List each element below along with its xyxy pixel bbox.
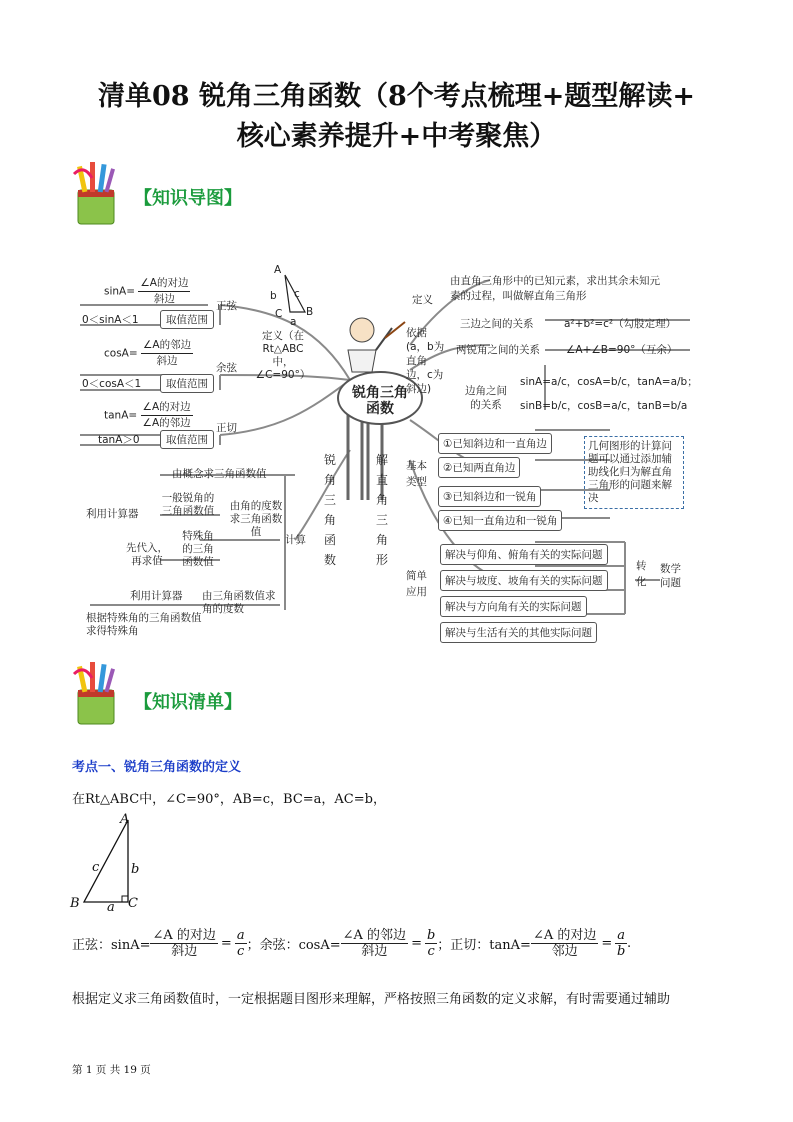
mindmap bbox=[80, 250, 700, 645]
mm-calc-item2b-tool: 先代入，再求值 bbox=[126, 542, 168, 567]
fig-label-A: A bbox=[120, 812, 130, 827]
kp1-paragraph: 根据定义求三角函数值时，一定根据题目图形来理解，严格按照三角函数的定义求解，有时需要通过辅助 bbox=[72, 992, 671, 1007]
mm-sin-range-tag: 取值范围 bbox=[160, 310, 214, 329]
mm-app-4: 解决与生活有关的其他实际问题 bbox=[440, 622, 597, 643]
mm-calc-item3a: 利用计算器 bbox=[130, 590, 183, 602]
mm-branch-left: 锐角三角函数 bbox=[324, 453, 337, 567]
pencil-cup-icon bbox=[72, 160, 128, 230]
mm-tangent-label: 正切 bbox=[216, 422, 237, 434]
page-title-line2: 核心素养提升+中考聚焦） bbox=[236, 121, 557, 152]
mm-rel3-line1: sinA=a/c，cosA=b/c，tanA=a/b； bbox=[520, 376, 698, 388]
mm-cos-range-tag: 取值范围 bbox=[160, 374, 214, 393]
mm-rel3-label: 边角之间的关系 bbox=[465, 385, 507, 411]
mm-right-def-label: 定义 bbox=[412, 294, 433, 306]
mm-calc-item2a-tool: 利用计算器 bbox=[86, 508, 139, 520]
mm-calc-item3b: 根据特殊角的三角函数值求得特殊角 bbox=[86, 612, 202, 637]
fig-label-C: C bbox=[128, 896, 138, 911]
mm-center: 锐角三角函数 bbox=[352, 385, 408, 417]
mm-calc-item2-label: 由角的度数求三角函数值 bbox=[229, 500, 283, 538]
mm-convert: 转化 bbox=[636, 560, 647, 588]
mm-math-problem: 数学问题 bbox=[660, 563, 681, 589]
section-heading-mindmap: 【知识导图】 bbox=[134, 188, 242, 209]
mm-calc-item2b: 特殊角的三角函数值 bbox=[182, 530, 214, 568]
mm-rel3-line2: sinB=b/c，cosB=a/c，tanB=b/a bbox=[520, 400, 688, 412]
mm-branch-right: 解直角三角形 bbox=[376, 453, 389, 567]
mm-tan-range-tag: 取值范围 bbox=[160, 430, 214, 449]
mm-tri-A: A bbox=[274, 264, 282, 276]
mm-calc-label: 计算 bbox=[285, 534, 306, 546]
mm-app-1: 解决与仰角、俯角有关的实际问题 bbox=[440, 544, 608, 565]
mm-tri-a: a bbox=[290, 316, 297, 328]
mm-types-label: 基本类型 bbox=[406, 460, 427, 488]
mm-tan-formula: tanA= $\frac{\text{∠A的对边}}{\text{∠A的邻边}}$ bbox=[104, 401, 191, 429]
mm-rel2: ∠A+∠B=90°（互余） bbox=[566, 344, 678, 356]
mm-app-2: 解决与坡度、坡角有关的实际问题 bbox=[440, 570, 608, 591]
mm-type-4: ④已知一直角边和一锐角 bbox=[438, 510, 562, 531]
kp1-title: 考点一、锐角三角函数的定义 bbox=[72, 760, 242, 775]
mm-calc-item2a: 一般锐角的三角函数值 bbox=[161, 492, 215, 517]
mm-right-def-text: 由直角三角形中的已知元素，求出其余未知元素的过程，叫做解直角三角形 bbox=[450, 275, 660, 302]
mm-sine-label: 正弦 bbox=[216, 300, 237, 312]
mm-tri-b: b bbox=[270, 290, 277, 302]
page-footer: 第 1 页 共 19 页 bbox=[72, 1064, 151, 1076]
mm-note: 几何图形的计算问题可以通过添加辅助线化归为解直角三角形的问题来解决 bbox=[584, 436, 684, 509]
mm-sin-formula: sinA= $\frac{\text{∠A的对边}}{\text{斜边}}$ bbox=[104, 277, 189, 305]
mm-type-1: ①已知斜边和一直角边 bbox=[438, 433, 552, 454]
mm-definition-label: 定义（在Rt△ABC中，∠C=90°） bbox=[255, 330, 311, 381]
mm-calc-item1: 由概念求三角函数值 bbox=[172, 468, 267, 480]
mm-type-3: ③已知斜边和一锐角 bbox=[438, 486, 541, 507]
mm-type-2: ②已知两直角边 bbox=[438, 457, 520, 478]
mm-apps-label: 简单应用 bbox=[406, 570, 427, 598]
kp1-formulas: 正弦：sinA= $\frac{\text{∠A 的对边}}{\text{斜边}}$ = $\frac{a}{c}$ ；余弦：cosA= $\frac{\text{∠A 的邻边}}{\text{斜边}}$ = $\frac{b}{c}$ ；正切：tanA= $\frac{\text{∠A 的对边}}{\text{邻边}}$ = $\frac{a}{b}$ . bbox=[72, 928, 632, 959]
mm-cos-range: 0＜cosA＜1 bbox=[82, 378, 142, 390]
mm-cosine-label: 余弦 bbox=[216, 362, 237, 374]
fig-label-a: a bbox=[107, 900, 115, 915]
mm-rel1-label: 三边之间的关系 bbox=[460, 318, 534, 330]
mm-tan-range: tanA＞0 bbox=[98, 434, 140, 446]
section-heading-knowledge-list: 【知识清单】 bbox=[134, 692, 242, 713]
mm-tri-C: C bbox=[275, 308, 283, 320]
mm-tri-B: B bbox=[306, 306, 314, 318]
mm-sin-range: 0＜sinA＜1 bbox=[82, 314, 139, 326]
page-title-line1: 清单08 锐角三角函数（8个考点梳理+题型解读+ bbox=[97, 81, 695, 112]
mm-rel2-label: 两锐角之间的关系 bbox=[456, 344, 540, 356]
fig-label-b: b bbox=[131, 862, 140, 877]
mm-rel1: a²+b²=c²（勾股定理） bbox=[564, 318, 677, 330]
mm-calc-item3-label: 由三角函数值求角的度数 bbox=[202, 590, 276, 615]
mm-tri-c: c bbox=[294, 288, 300, 300]
kp1-intro: 在Rt△ABC中，∠C=90°，AB=c，BC=a，AC=b， bbox=[72, 792, 386, 807]
mm-app-3: 解决与方向角有关的实际问题 bbox=[440, 596, 587, 617]
mm-cos-formula: cosA= $\frac{\text{∠A的邻边}}{\text{斜边}}$ bbox=[104, 339, 192, 367]
fig-label-B: B bbox=[70, 896, 80, 911]
pencil-cup-icon bbox=[72, 660, 128, 730]
mm-basis-label: 依据(a，b为直角边，c为斜边) bbox=[406, 327, 445, 395]
fig-label-c: c bbox=[92, 860, 100, 875]
